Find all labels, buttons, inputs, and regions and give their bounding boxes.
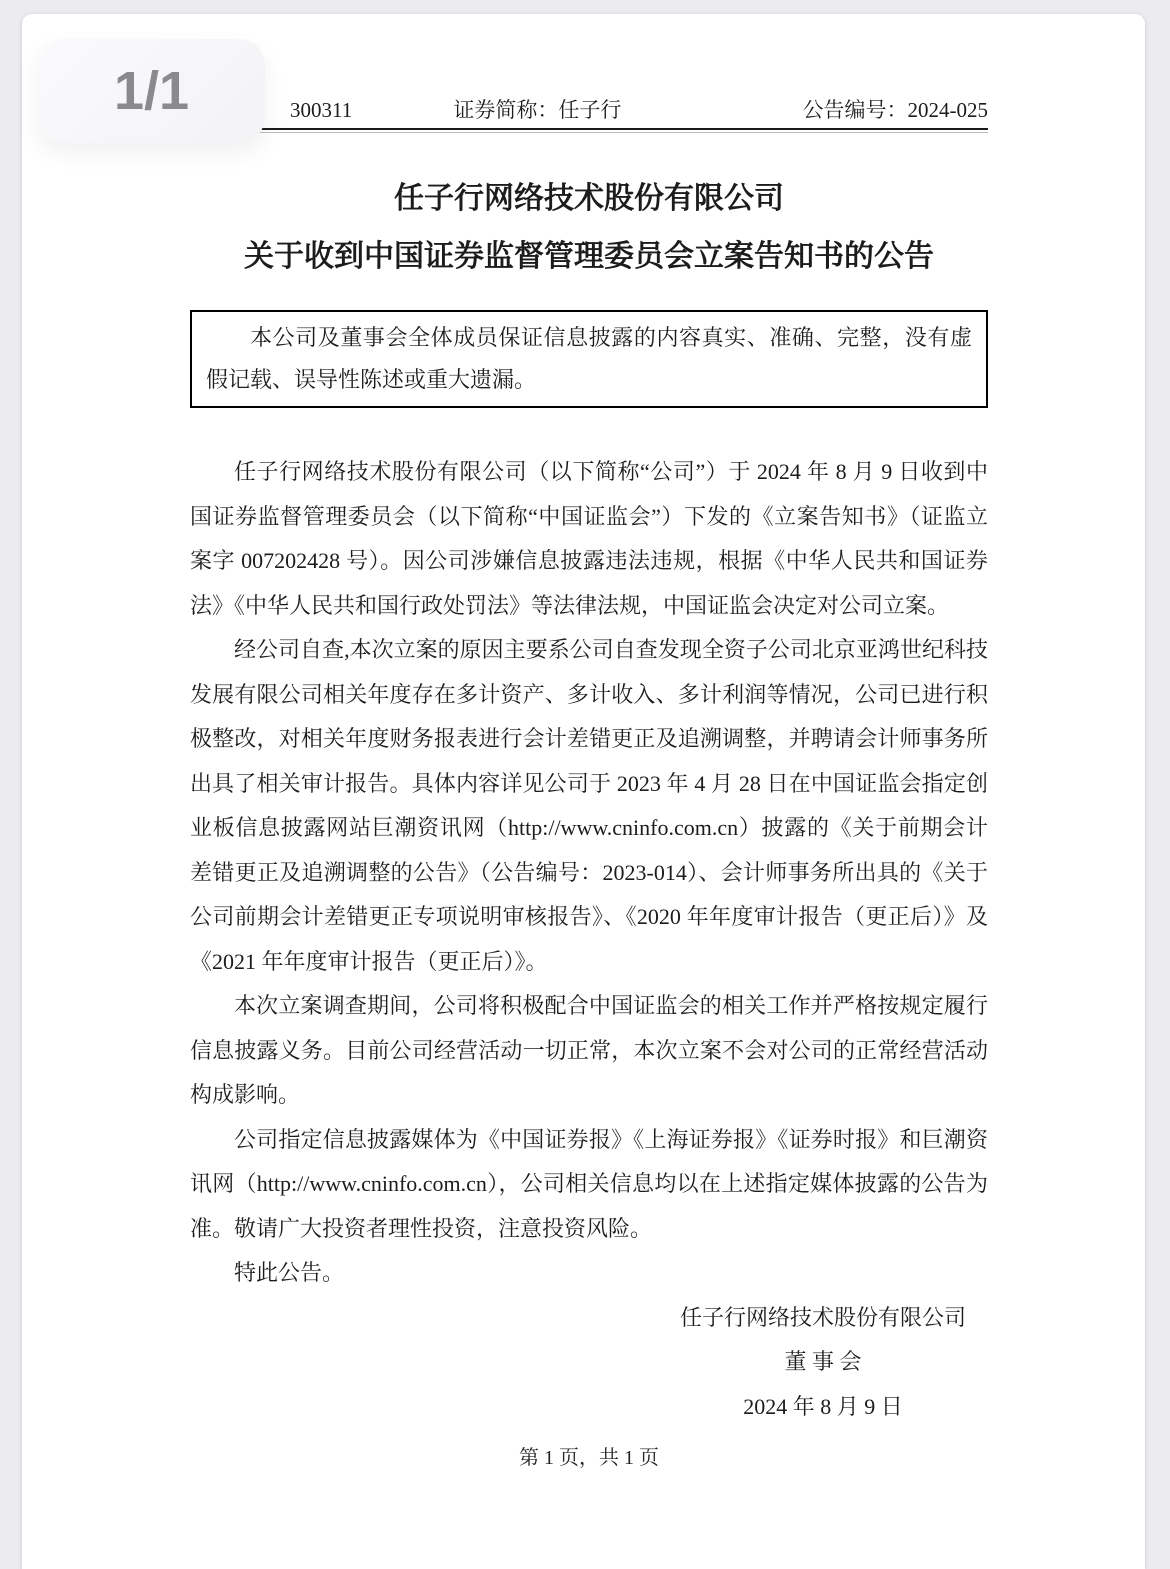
document-title: 任子行网络技术股份有限公司: [394, 182, 784, 215]
stock-code: 300311: [290, 98, 353, 122]
page-indicator-badge: [38, 39, 265, 143]
document-subtitle: 关于收到中国证券监督管理委员会立案告知书的公告: [244, 240, 934, 273]
signature-block: [658, 1296, 988, 1430]
stock-short-name: 证券简称：任子行: [453, 98, 622, 122]
document-content: [22, 14, 1145, 1470]
signature-date: 2024 年 8 月 9 日: [743, 1393, 903, 1419]
paragraph-2: 经公司自查,本次立案的原因主要系公司自查发现全资子公司北京亚鸿世纪科技发展有限公司相关年度存在多计资产、多计收入、多计利润等情况，公司已进行积极整改，对相关年度财务报表进行会计差错更正及追溯调整，并聘请会计师事务所出具了相关审计报告。具体内容详见公司于 2023 年 4 月 28 日在中国证监会指定创业板信息披露网站巨潮资讯网（http://www.cninfo.com.cn）披露的《关于前期会计差错更正及追溯调整的公告》（公告编号：2023-014）、会计师事务所出具的《关于公司前期会计差错更正专项说明审核报告》、《2020 年年度审计报告（更正后）》及《2021 年年度审计报告（更正后）》。: [190, 637, 988, 974]
disclaimer-box: [190, 310, 988, 408]
announcement-number: 公告编号：2024-025: [802, 98, 988, 122]
signature-company: 任子行网络技术股份有限公司: [679, 1304, 966, 1330]
closing-statement: 特此公告。: [234, 1260, 345, 1285]
page-indicator-label: 1/1: [113, 61, 190, 121]
page-footer: 第 1 页，共 1 页: [519, 1447, 659, 1469]
disclaimer-text: 本公司及董事会全体成员保证信息披露的内容真实、准确、完整，没有虚假记载、误导性陈述或重大遗漏。: [206, 325, 972, 392]
paragraph-4: 公司指定信息披露媒体为《中国证券报》《上海证券报》《证券时报》和巨潮资讯网（http://www.cninfo.com.cn），公司相关信息均以在上述指定媒体披露的公告为准。敬请广大投资者理性投资，注意投资风险。: [190, 1126, 988, 1241]
paragraph-1: 任子行网络技术股份有限公司（以下简称“公司”）于 2024 年 8 月 9 日收到中国证券监督管理委员会（以下简称“中国证监会”）下发的《立案告知书》（证监立案字 007202428 号）。因公司涉嫌信息披露违法违规，根据《中华人民共和国证券法》《中华人民共和国行政处罚法》等法律法规，中国证监会决定对公司立案。: [190, 459, 988, 618]
document-page: [22, 14, 1145, 1569]
signature-board: 董 事 会: [784, 1349, 862, 1374]
document-body: [190, 450, 988, 1296]
paragraph-3: 本次立案调查期间，公司将积极配合中国证监会的相关工作并严格按规定履行信息披露义务。目前公司经营活动一切正常，本次立案不会对公司的正常经营活动构成影响。: [190, 993, 988, 1107]
header-row: [190, 14, 988, 130]
